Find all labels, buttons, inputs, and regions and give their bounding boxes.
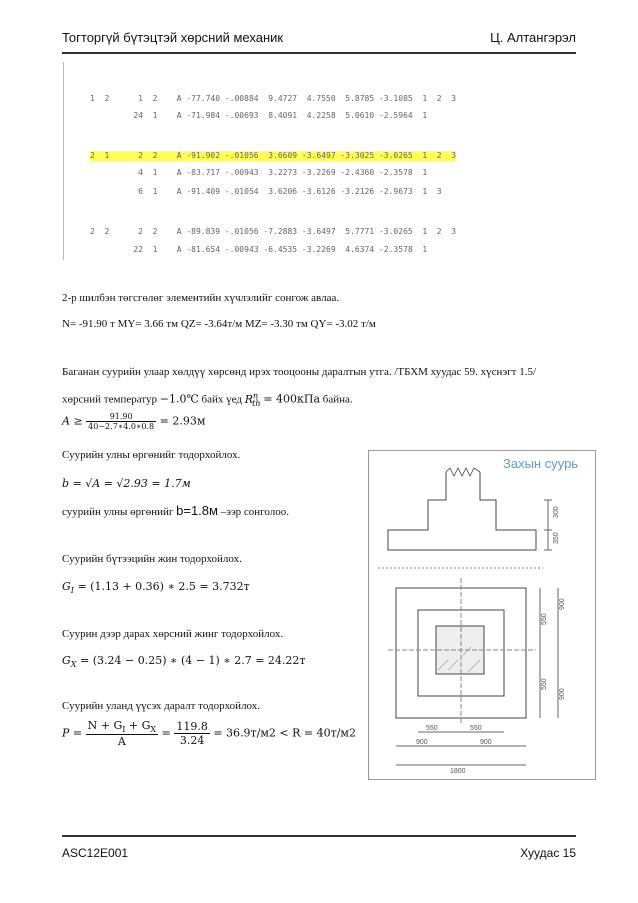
- paragraph-forces: N= -91.90 т MY= 3.66 тм QZ= -3.64т/м MZ= -3.30 тм QY= -3.02 т/м: [62, 318, 376, 330]
- formula-width: b = √A = √2.93 = 1.7м: [62, 477, 191, 490]
- table-row: 6 1 A -91.409 -.01054 3.6206 -3.6126 -3.2126 -2.9673 1 3: [90, 187, 442, 196]
- formula-pressure: P = $\frac{N + G_I + G_X}{A}$ = $\frac{119.8}{3.24}$ = 36.9т/м2 < R = 40т/м2: [62, 719, 356, 749]
- table-row: 22 1 A -81.654 -.00943 -6.4535 -3.2269 4.6374 -2.3578 1: [90, 245, 428, 254]
- table-row: 1 2 1 2 A -77.740 -.00884 9.4727 4.7550 5.8785 -3.1085 1 2 3: [90, 94, 457, 103]
- table-row: 2 2 2 2 A -89.839 -.01056 -7.2883 -3.6497 5.7771 -3.0265 1 2 3: [90, 227, 457, 236]
- dim-label: 900: [416, 739, 428, 746]
- dim-label: 1800: [450, 768, 466, 775]
- paragraph-pressure: Баганан суурийн улаар хөлдүү хөрсөнд ирэх тооцооны даралтын утга. /ТБХМ хуудас 59. хүснэгт 1.5/: [62, 366, 537, 378]
- dim-label: 900: [559, 598, 566, 610]
- dim-label: 300: [553, 506, 560, 518]
- foundation-drawing: [368, 450, 596, 780]
- page-number: Хуудас 15: [520, 846, 576, 860]
- paragraph-soil-weight: Суурин дээр дарах хөрсний жинг тодорхойлох.: [62, 628, 284, 640]
- header-author: Ц. Алтангэрэл: [490, 30, 576, 45]
- dim-label: 900: [559, 688, 566, 700]
- dim-label: 900: [480, 739, 492, 746]
- paragraph-width-choice: суурийн улны өргөнийг b=1.8м –ээр сонголоо.: [62, 503, 290, 518]
- drawing-title: Захын суурь: [503, 456, 579, 471]
- table-row: 4 1 A -83.717 -.00943 3.2273 -3.2269 -2.4360 -2.3578 1: [90, 168, 428, 177]
- paragraph-weight: Суурийн бүтээцийн жин тодорхойлох.: [62, 553, 242, 565]
- table-row-highlighted: 2 1 2 2 A -91.902 -.01056 3.6609 -3.6497 -3.3025 -3.0265 1 2 3: [90, 151, 457, 160]
- output-margin-line: [63, 62, 64, 260]
- page-footer: [62, 835, 576, 861]
- dim-label: 550: [426, 725, 438, 732]
- table-row: 24 1 A -71.984 -.00693 8.4091 4.2258 5.0610 -2.5964 1: [90, 111, 428, 120]
- paragraph-width: Суурийн улны өргөнийг тодорхойлох.: [62, 449, 241, 461]
- paragraph-temperature: хөрсний температур −1.0℃ байх үед $R^n_{th} = 400кПа$ байна.: [62, 391, 353, 408]
- dim-label: 550: [470, 725, 482, 732]
- dim-label: 550: [541, 613, 548, 625]
- formula-weight: $G_I = (1.13 + 0.36)$ ∗ 2.5 = 3.732т: [62, 580, 250, 596]
- footer-code: ASC12E001: [62, 846, 129, 860]
- page-header: [62, 28, 576, 54]
- dim-label: 550: [541, 678, 548, 690]
- dim-label: 350: [553, 532, 560, 544]
- header-title: Тогторгүй бүтэцтэй хөрсний механик: [62, 30, 284, 45]
- paragraph-base-pressure: Суурийн уланд үүсэх даралт тодорхойлох.: [62, 700, 261, 712]
- formula-area: A ≥ $\frac{91.90}{40-2.7∗4.0∗0.8}$ = 2.93м: [62, 412, 206, 431]
- paragraph-element-selection: 2-р шилбэн төгсгөлөг элементийн хүчлэлийг сонгож авлаа.: [62, 292, 340, 304]
- formula-soil-weight: $G_X = (3.24 - 0.25)$ ∗ (4 − 1) ∗ 2.7 = 24.22т: [62, 654, 306, 670]
